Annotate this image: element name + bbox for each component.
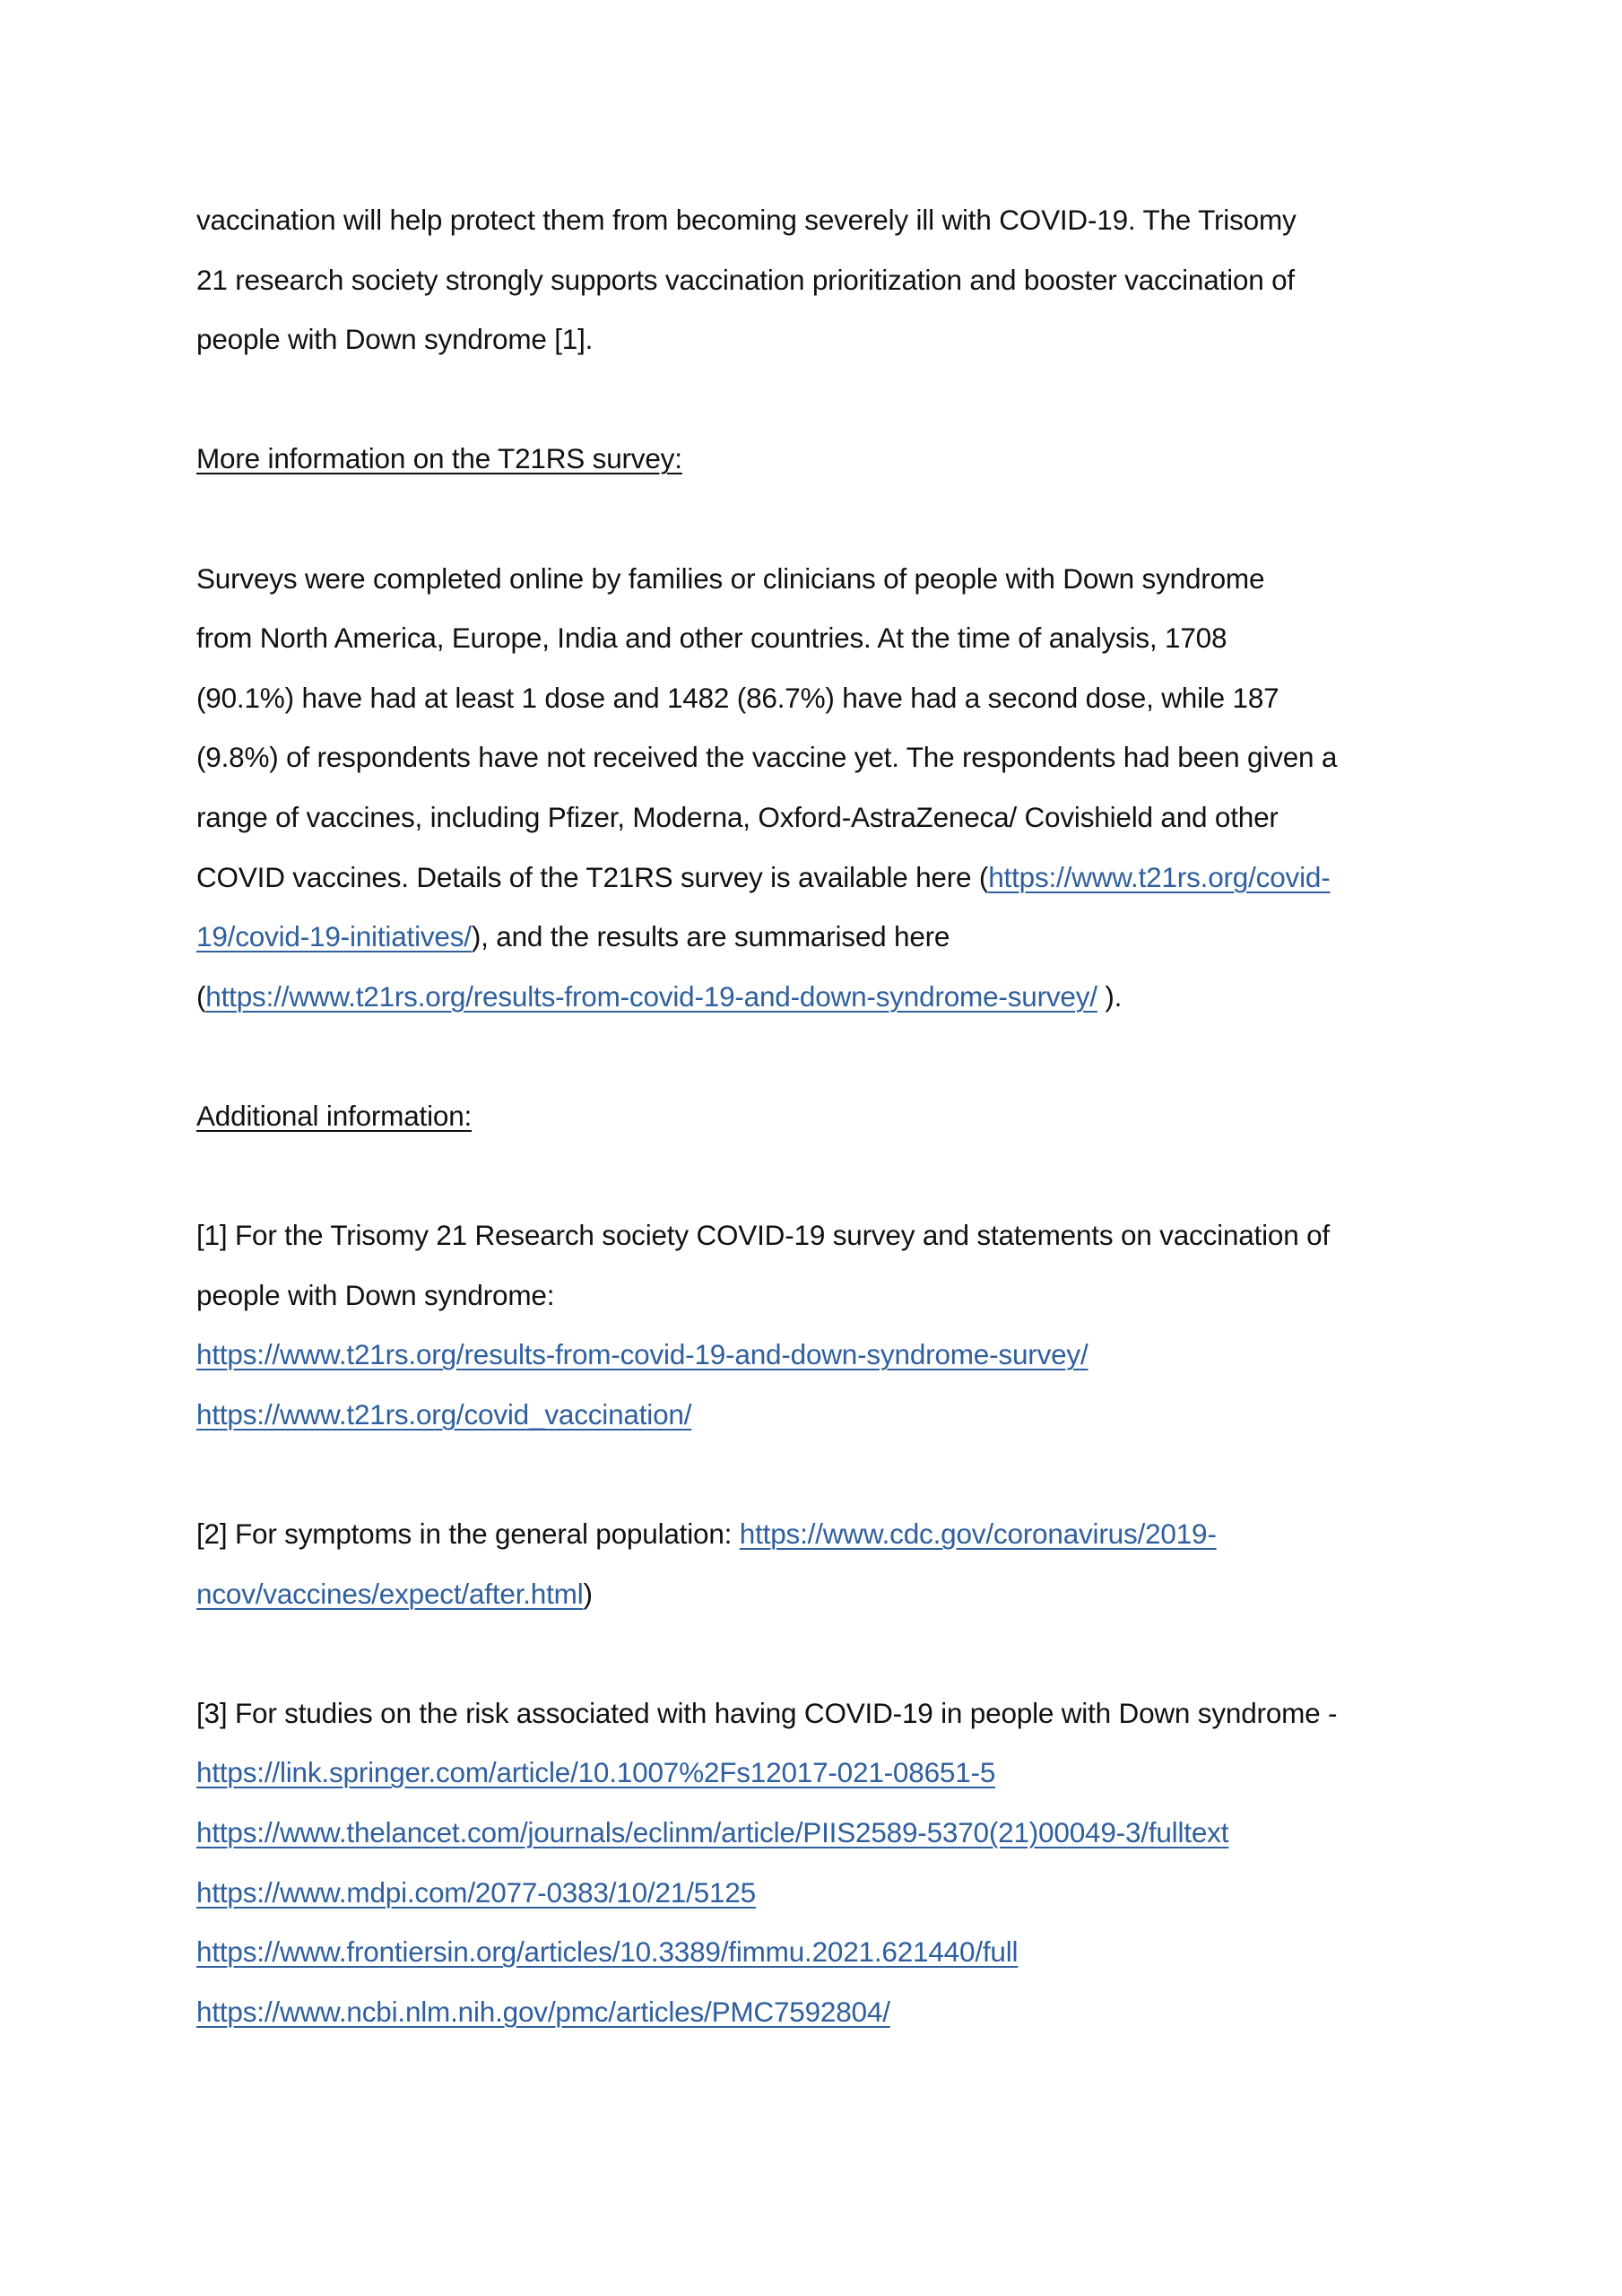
details-suffix: ), and the results are summarised here xyxy=(471,920,950,953)
results-prefix: ( xyxy=(196,979,206,1013)
ref1-link[interactable]: https://www.t21rs.org/covid_vaccination/ xyxy=(196,1397,692,1431)
details-prefix: COVID vaccines. Details of the T21RS survey is available here ( xyxy=(196,860,989,893)
spacer xyxy=(196,1146,1443,1206)
survey-heading xyxy=(196,429,1443,489)
ref2-line xyxy=(196,1564,1443,1624)
survey-details-line xyxy=(196,848,1443,908)
ref3-line: [3] For studies on the risk associated with having COVID-19 in people with Down syndrome - xyxy=(196,1696,1338,1729)
ref1-link-row xyxy=(196,1385,1443,1445)
intro-line: people with Down syndrome [1]. xyxy=(196,323,594,356)
ref2-suffix: ) xyxy=(583,1577,593,1610)
survey-details-link[interactable]: https://www.t21rs.org/covid- xyxy=(988,860,1331,893)
spacer xyxy=(196,1623,1443,1683)
ref2-link[interactable]: ncov/vaccines/expect/after.html xyxy=(196,1577,584,1610)
ref3-link[interactable]: https://link.springer.com/article/10.1007%2Fs12017-021-08651-5 xyxy=(196,1756,996,1789)
ref2-line xyxy=(196,1504,1443,1564)
survey-line: from North America, Europe, India and other countries. At the time of analysis, 1708 xyxy=(196,622,1227,655)
spacer xyxy=(196,489,1443,549)
intro-line: 21 research society strongly supports vaccination prioritization and booster vaccination of xyxy=(196,263,1295,296)
ref2-link[interactable]: https://www.cdc.gov/coronavirus/2019- xyxy=(739,1518,1217,1551)
survey-heading-text: More information on the T21RS survey: xyxy=(196,442,682,475)
ref3-link-row xyxy=(196,1982,1443,2042)
spacer xyxy=(196,370,1443,430)
ref2-prefix: [2] For symptoms in the general population: xyxy=(196,1518,740,1551)
ref1-line: people with Down syndrome: xyxy=(196,1278,555,1311)
survey-line: (9.8%) of respondents have not received the vaccine yet. The respondents had been given a xyxy=(196,741,1338,774)
survey-details-line xyxy=(196,907,1443,967)
results-suffix: ). xyxy=(1097,979,1123,1013)
ref3-link[interactable]: https://www.thelancet.com/journals/eclinm/article/PIIS2589-5370(21)00049-3/fulltext xyxy=(196,1816,1229,1849)
ref3-link-row xyxy=(196,1863,1443,1923)
spacer xyxy=(196,1444,1443,1504)
ref3-link[interactable]: https://www.ncbi.nlm.nih.gov/pmc/articles/PMC7592804/ xyxy=(196,1995,890,2028)
survey-results-link[interactable]: https://www.t21rs.org/results-from-covid-19-and-down-syndrome-survey/ xyxy=(205,979,1097,1013)
survey-line: Surveys were completed online by families or clinicians of people with Down syndrome xyxy=(196,561,1265,595)
survey-line: range of vaccines, including Pfizer, Moderna, Oxford-AstraZeneca/ Covishield and other xyxy=(196,800,1279,833)
ref3-link-row xyxy=(196,1803,1443,1863)
ref3-link[interactable]: https://www.mdpi.com/2077-0383/10/21/5125 xyxy=(196,1875,756,1909)
ref1-link[interactable]: https://www.t21rs.org/results-from-covid-19-and-down-syndrome-survey/ xyxy=(196,1338,1089,1371)
ref1-line: [1] For the Trisomy 21 Research society COVID-19 survey and statements on vaccination of xyxy=(196,1219,1330,1252)
additional-heading xyxy=(196,1086,1443,1146)
survey-line: (90.1%) have had at least 1 dose and 1482 (86.7%) have had a second dose, while 187 xyxy=(196,681,1279,714)
ref3-link-row xyxy=(196,1743,1443,1803)
additional-heading-text: Additional information: xyxy=(196,1099,473,1132)
spacer xyxy=(196,1026,1443,1086)
ref1-link-row xyxy=(196,1325,1443,1385)
document-page xyxy=(196,190,1443,2041)
intro-line: vaccination will help protect them from becoming severely ill with COVID-19. The Trisomy xyxy=(196,204,1297,236)
ref3-link-row xyxy=(196,1922,1443,1982)
survey-details-link[interactable]: 19/covid-19-initiatives/ xyxy=(196,920,472,953)
ref3-link[interactable]: https://www.frontiersin.org/articles/10.3389/fimmu.2021.621440/full xyxy=(196,1935,1019,1969)
survey-results-line xyxy=(196,967,1443,1027)
